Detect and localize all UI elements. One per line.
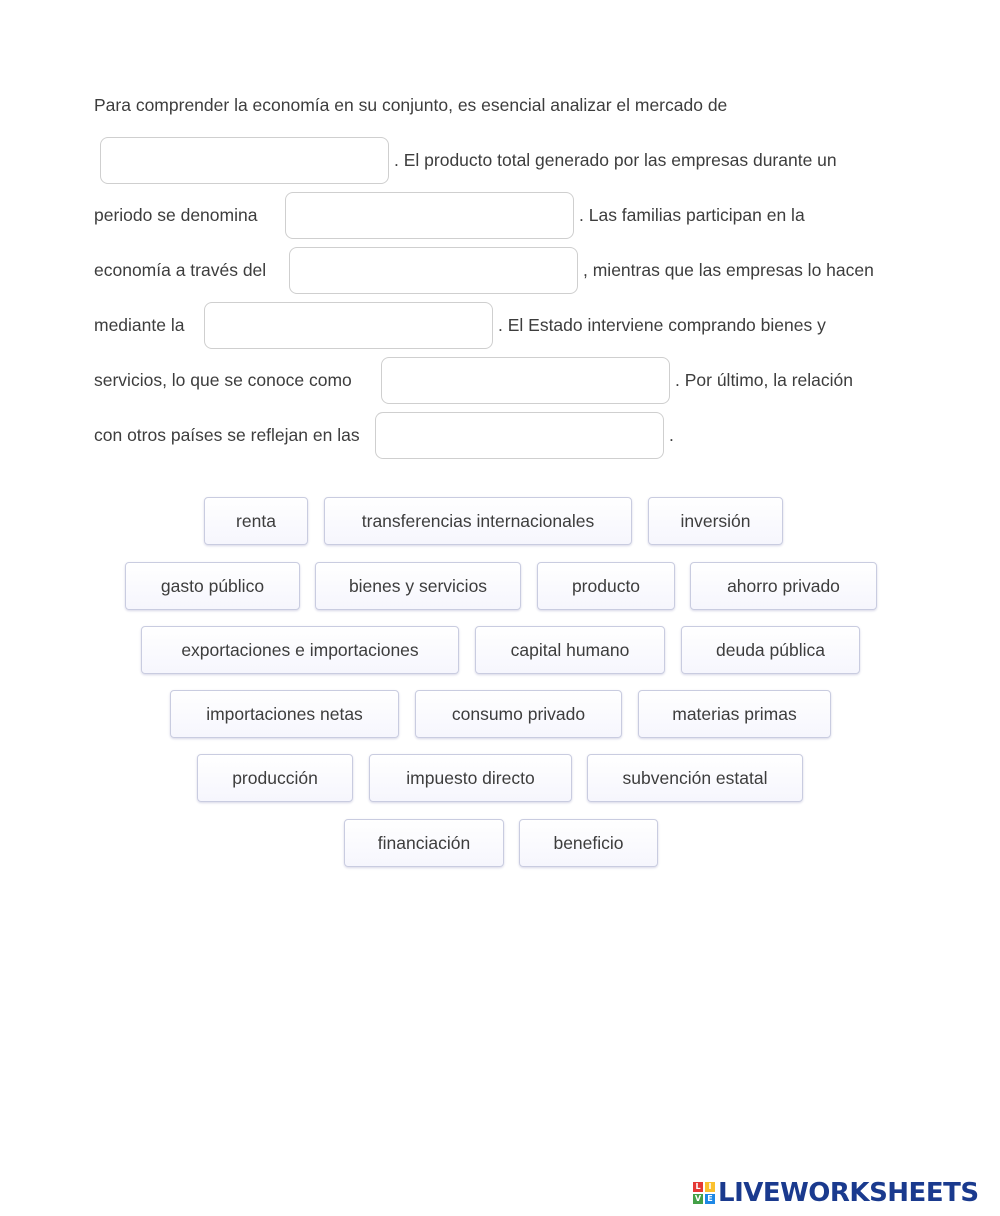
word-chip-financiacion[interactable]: financiación — [344, 819, 504, 867]
word-chip-renta[interactable]: renta — [204, 497, 308, 545]
liveworksheets-logo-icon — [693, 1182, 715, 1204]
logo-letter-e: E — [705, 1194, 715, 1204]
word-chip-exportaciones-e-importaciones[interactable]: exportaciones e importaciones — [141, 626, 459, 674]
word-chip-materias-primas[interactable]: materias primas — [638, 690, 831, 738]
answer-blank-4[interactable] — [204, 302, 493, 349]
logo-letter-i: I — [705, 1182, 715, 1192]
sentence-line-7-before: con otros países se reflejan en las — [94, 425, 360, 445]
answer-blank-5[interactable] — [381, 357, 670, 404]
sentence-line-5-after: . El Estado interviene comprando bienes y — [498, 315, 826, 335]
sentence-line-1: Para comprender la economía en su conjunto, es esencial analizar el mercado de — [94, 95, 728, 115]
word-chip-beneficio[interactable]: beneficio — [519, 819, 658, 867]
word-chip-inversion[interactable]: inversión — [648, 497, 783, 545]
word-chip-produccion[interactable]: producción — [197, 754, 353, 802]
sentence-line-3-after: . Las familias participan en la — [579, 205, 805, 225]
word-chip-gasto-publico[interactable]: gasto público — [125, 562, 300, 610]
sentence-line-4-after: , mientras que las empresas lo hacen — [583, 260, 874, 280]
sentence-line-7-after: . — [669, 425, 674, 445]
word-chip-capital-humano[interactable]: capital humano — [475, 626, 665, 674]
word-chip-producto[interactable]: producto — [537, 562, 675, 610]
word-chip-ahorro-privado[interactable]: ahorro privado — [690, 562, 877, 610]
answer-blank-3[interactable] — [289, 247, 578, 294]
sentence-line-2-after: . El producto total generado por las empresas durante un — [394, 150, 837, 170]
answer-blank-2[interactable] — [285, 192, 574, 239]
word-chip-importaciones-netas[interactable]: importaciones netas — [170, 690, 399, 738]
word-chip-transferencias-internacionales[interactable]: transferencias internacionales — [324, 497, 632, 545]
answer-blank-6[interactable] — [375, 412, 664, 459]
sentence-line-6-after: . Por último, la relación — [675, 370, 853, 390]
word-chip-impuesto-directo[interactable]: impuesto directo — [369, 754, 572, 802]
word-chip-bienes-y-servicios[interactable]: bienes y servicios — [315, 562, 521, 610]
logo-letter-v: V — [694, 1194, 702, 1203]
sentence-line-3-before: periodo se denomina — [94, 205, 258, 225]
brand-name: LIVEWORKSHEETS — [718, 1178, 979, 1208]
word-chip-deuda-publica[interactable]: deuda pública — [681, 626, 860, 674]
answer-blank-1[interactable] — [100, 137, 389, 184]
sentence-line-4-before: economía a través del — [94, 260, 267, 280]
sentence-line-6-before: servicios, lo que se conoce como — [94, 370, 352, 390]
sentence-line-5-before: mediante la — [94, 315, 185, 335]
logo-letter-l: L — [693, 1182, 703, 1192]
word-chip-consumo-privado[interactable]: consumo privado — [415, 690, 622, 738]
word-chip-subvencion-estatal[interactable]: subvención estatal — [587, 754, 803, 802]
liveworksheets-brand[interactable] — [693, 1178, 979, 1208]
